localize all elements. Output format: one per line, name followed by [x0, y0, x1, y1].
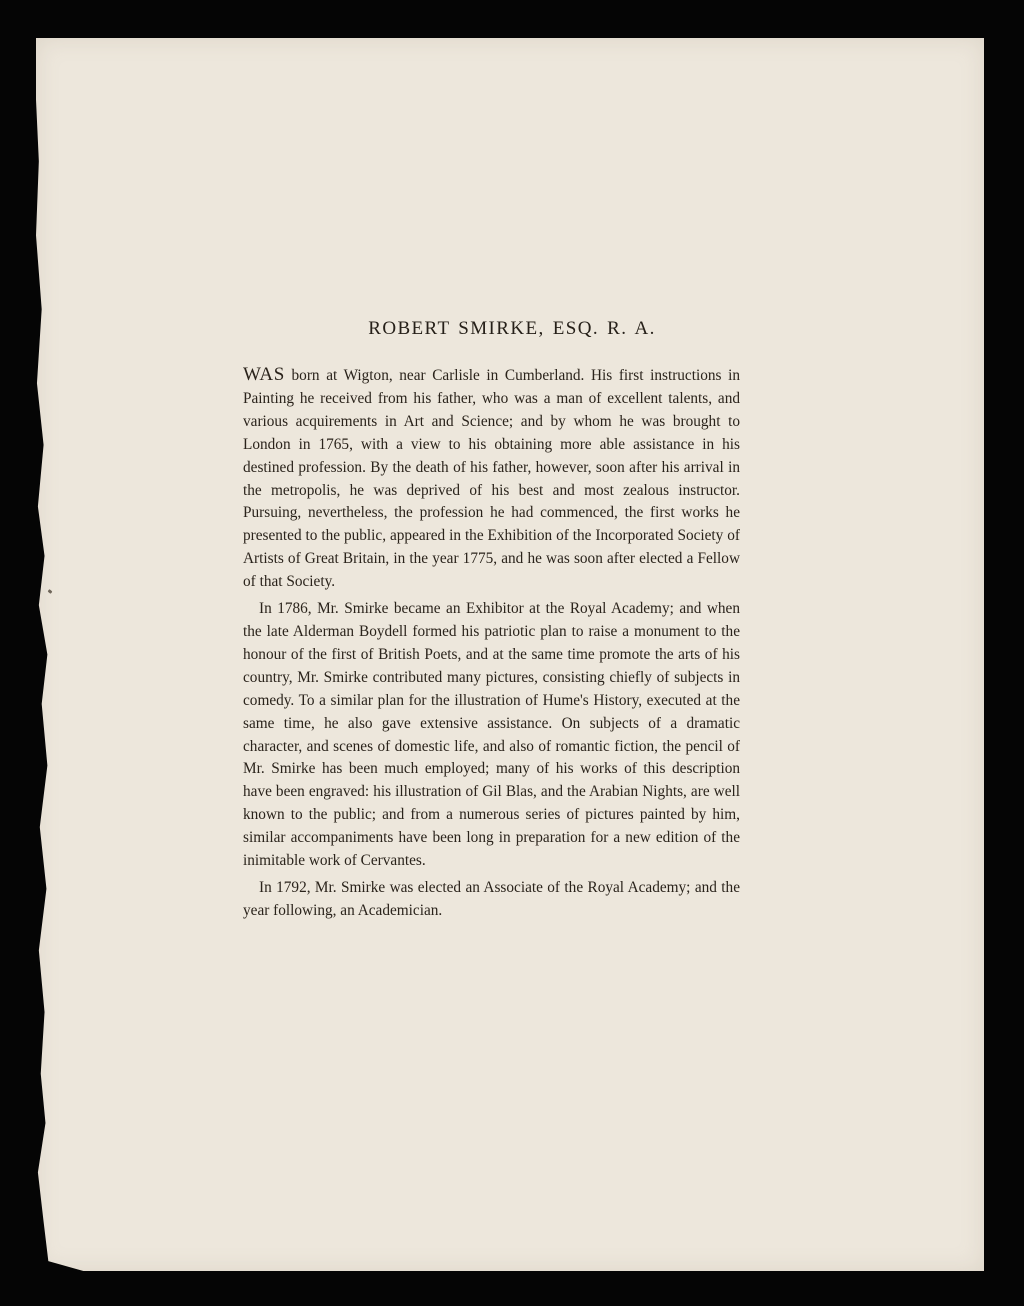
page-title: ROBERT SMIRKE, ESQ. R. A.: [368, 318, 656, 339]
biography-text: [243, 364, 740, 927]
paragraph-3: In 1792, Mr. Smirke was elected an Associate of the Royal Academy; and the year following, an Academician.: [243, 878, 740, 919]
drop-lead-word: WAS: [243, 364, 285, 385]
paragraph-1: [243, 364, 740, 594]
paragraph-1-text: born at Wigton, near Carlisle in Cumberland. His first instructions in Painting he received from his father, who was a man of excellent talents, and various acquirements in Art and Science; and by whom he was brought to London in 1765, with a view to his obtaining more able assistance in his destined profession. By the death of his father, however, soon after his arrival in the metropolis, he was deprived of his best and most zealous instructor. Pursuing, nevertheless, the profession he had commenced, the first works he presented to the public, appeared in the Exhibition of the Incorporated Society of Artists of Great Britain, in the year 1775, and he was soon after elected a Fellow of that Society.: [243, 367, 740, 591]
paragraph-2: In 1786, Mr. Smirke became an Exhibitor at the Royal Academy; and when the late Alderman Boydell formed his patriotic plan to raise a monument to the honour of the first of British Poets, and at the same time promote the arts of his country, Mr. Smirke contributed many pictures, consisting chiefly of subjects in comedy. To a similar plan for the illustration of Hume's History, executed at the same time, he also gave extensive assistance. On subjects of a dramatic character, and scenes of domestic life, and also of romantic fiction, the pencil of Mr. Smirke has been much employed; many of his works of this description have been engraved: his illustration of Gil Blas, and the Arabian Nights, are well known to the public; and from a numerous series of pictures painted by him, similar accompaniments have been long in preparation for a new edition of the inimitable work of Cervantes.: [243, 600, 740, 870]
